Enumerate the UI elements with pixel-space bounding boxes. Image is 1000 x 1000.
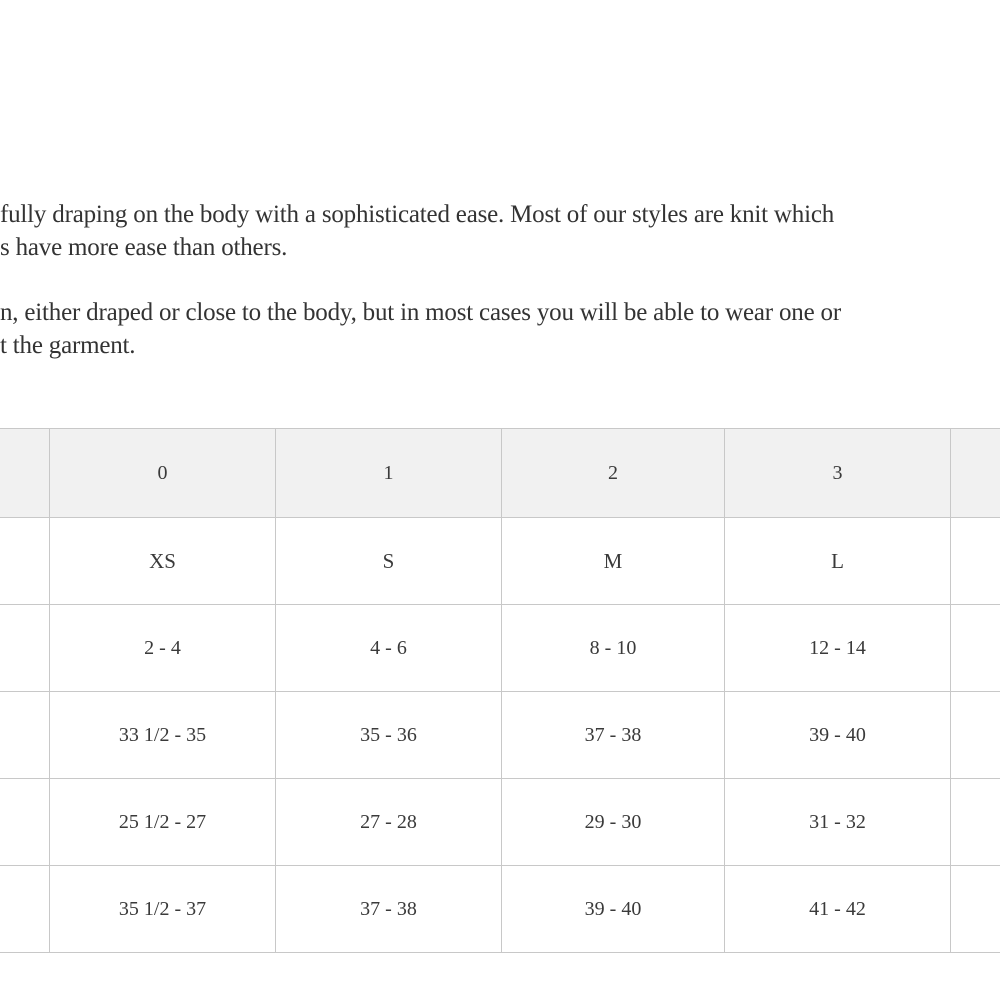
- table-row: [0, 518, 1000, 605]
- table-cell: [0, 518, 50, 605]
- table-row: [0, 866, 1000, 953]
- table-cell: [951, 518, 1000, 605]
- table-cell: [951, 692, 1000, 779]
- table-header-cell: 1: [276, 429, 502, 518]
- table-row: [0, 692, 1000, 779]
- table-header-cell: [951, 429, 1000, 518]
- table-cell: XS: [50, 518, 276, 605]
- table-row: [0, 779, 1000, 866]
- table-cell: 35 1/2 - 37: [50, 866, 276, 953]
- table-header-cell: [0, 429, 50, 518]
- intro-line: s have more ease than others.: [0, 234, 288, 261]
- table-cell: 29 - 30: [502, 779, 725, 866]
- table-cell: [0, 779, 50, 866]
- table-cell: 8 - 10: [502, 605, 725, 692]
- table-cell: 27 - 28: [276, 779, 502, 866]
- table-row: [0, 605, 1000, 692]
- table-cell: 12 - 14: [725, 605, 951, 692]
- table-cell: 39 - 40: [725, 692, 951, 779]
- table-header-cell: 3: [725, 429, 951, 518]
- table-cell: 37 - 38: [502, 692, 725, 779]
- intro-line: fully draping on the body with a sophisticated ease. Most of our styles are knit which: [0, 201, 835, 228]
- intro-paragraph-1: [0, 198, 1000, 264]
- table-cell: M: [502, 518, 725, 605]
- intro-line: n, either draped or close to the body, but in most cases you will be able to wear one or: [0, 299, 841, 326]
- table-cell: L: [725, 518, 951, 605]
- size-chart-table: [0, 428, 1000, 953]
- table-cell: [0, 692, 50, 779]
- table-cell: 37 - 38: [276, 866, 502, 953]
- table-cell: S: [276, 518, 502, 605]
- intro-text: [0, 198, 1000, 362]
- table-cell: 33 1/2 - 35: [50, 692, 276, 779]
- table-cell: [951, 605, 1000, 692]
- table-cell: 25 1/2 - 27: [50, 779, 276, 866]
- table-cell: [951, 779, 1000, 866]
- intro-line: t the garment.: [0, 332, 136, 359]
- table-cell: 4 - 6: [276, 605, 502, 692]
- table-cell: 39 - 40: [502, 866, 725, 953]
- table-header-row: [0, 429, 1000, 518]
- table-cell: [0, 866, 50, 953]
- table-cell: [951, 866, 1000, 953]
- table-cell: [0, 605, 50, 692]
- table-cell: 35 - 36: [276, 692, 502, 779]
- table-cell: 41 - 42: [725, 866, 951, 953]
- table-header-cell: 2: [502, 429, 725, 518]
- table-header-cell: 0: [50, 429, 276, 518]
- table-cell: 2 - 4: [50, 605, 276, 692]
- table-cell: 31 - 32: [725, 779, 951, 866]
- intro-paragraph-2: [0, 296, 1000, 362]
